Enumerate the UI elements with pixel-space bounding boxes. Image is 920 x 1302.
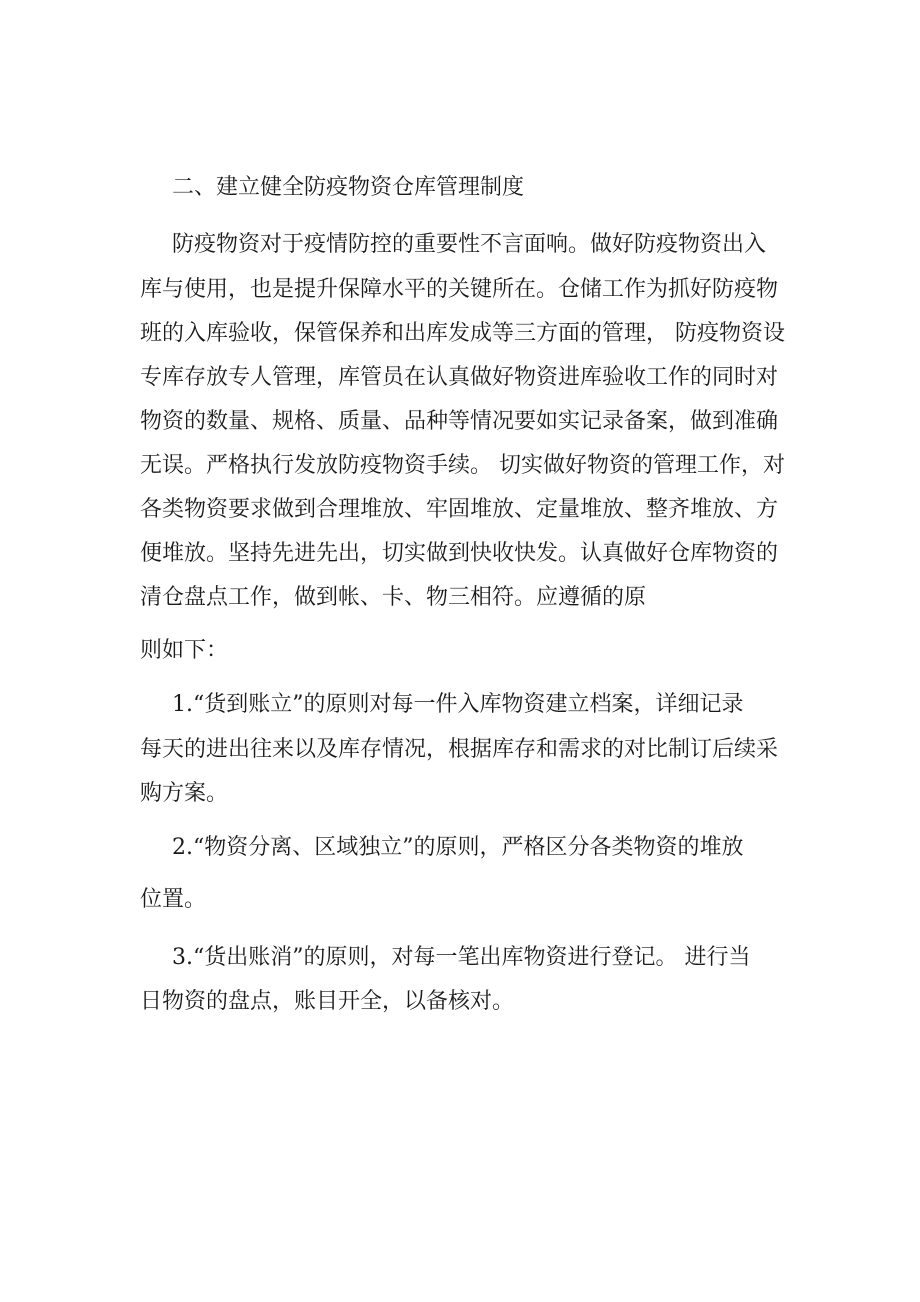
principle-2-line: 2.“物资分离、区域独立”的原则，严格区分各类物资的堆放	[172, 835, 744, 860]
intro-line: 防疫物资对于疫情防控的重要性不言面响。做好防疫物资出入	[172, 232, 767, 257]
intro-line: 无误。严格执行发放防疫物资手续。 切实做好物资的管理工作，对	[140, 453, 785, 478]
intro-line: 库与使用，也是提升保障水平的关键所在。仓储工作为抓好防疫物	[140, 277, 779, 302]
intro-line: 清仓盘点工作，做到帐、卡、物三相符。应遵循的原	[140, 585, 647, 610]
principle-1-line: 购方案。	[140, 781, 229, 806]
intro-line: 各类物资要求做到合理堆放、牢固堆放、定量堆放、整齐堆放、方	[140, 497, 779, 522]
intro-line: 物资的数量、规格、质量、品种等情况要如实记录备案，做到准确	[140, 409, 779, 434]
principle-1-line: 每天的进出往来以及库存情况，根据库存和需求的对比制订后续采	[140, 737, 779, 762]
intro-line: 便堆放。坚持先进先出，切实做到快收快发。认真做好仓库物资的	[140, 541, 779, 566]
principle-2-line: 位置。	[140, 887, 207, 912]
intro-tail: 则如下：	[140, 638, 229, 663]
intro-line: 班的入库验收，保管保养和出库发成等三方面的管理， 防疫物资设	[140, 321, 785, 346]
section-heading: 二、建立健全防疫物资仓库管理制度	[172, 175, 525, 200]
principle-3-line: 日物资的盘点，账目开全，以备核对。	[140, 989, 515, 1014]
principle-1-line: 1.“货到账立”的原则对每一件入库物资建立档案，详细记录	[172, 692, 744, 717]
intro-line: 专库存放专人管理，库管员在认真做好物资进库验收工作的同时对	[140, 365, 779, 390]
principle-3-line: 3.“货出账消”的原则，对每一笔出库物资进行登记。 进行当	[172, 945, 751, 970]
